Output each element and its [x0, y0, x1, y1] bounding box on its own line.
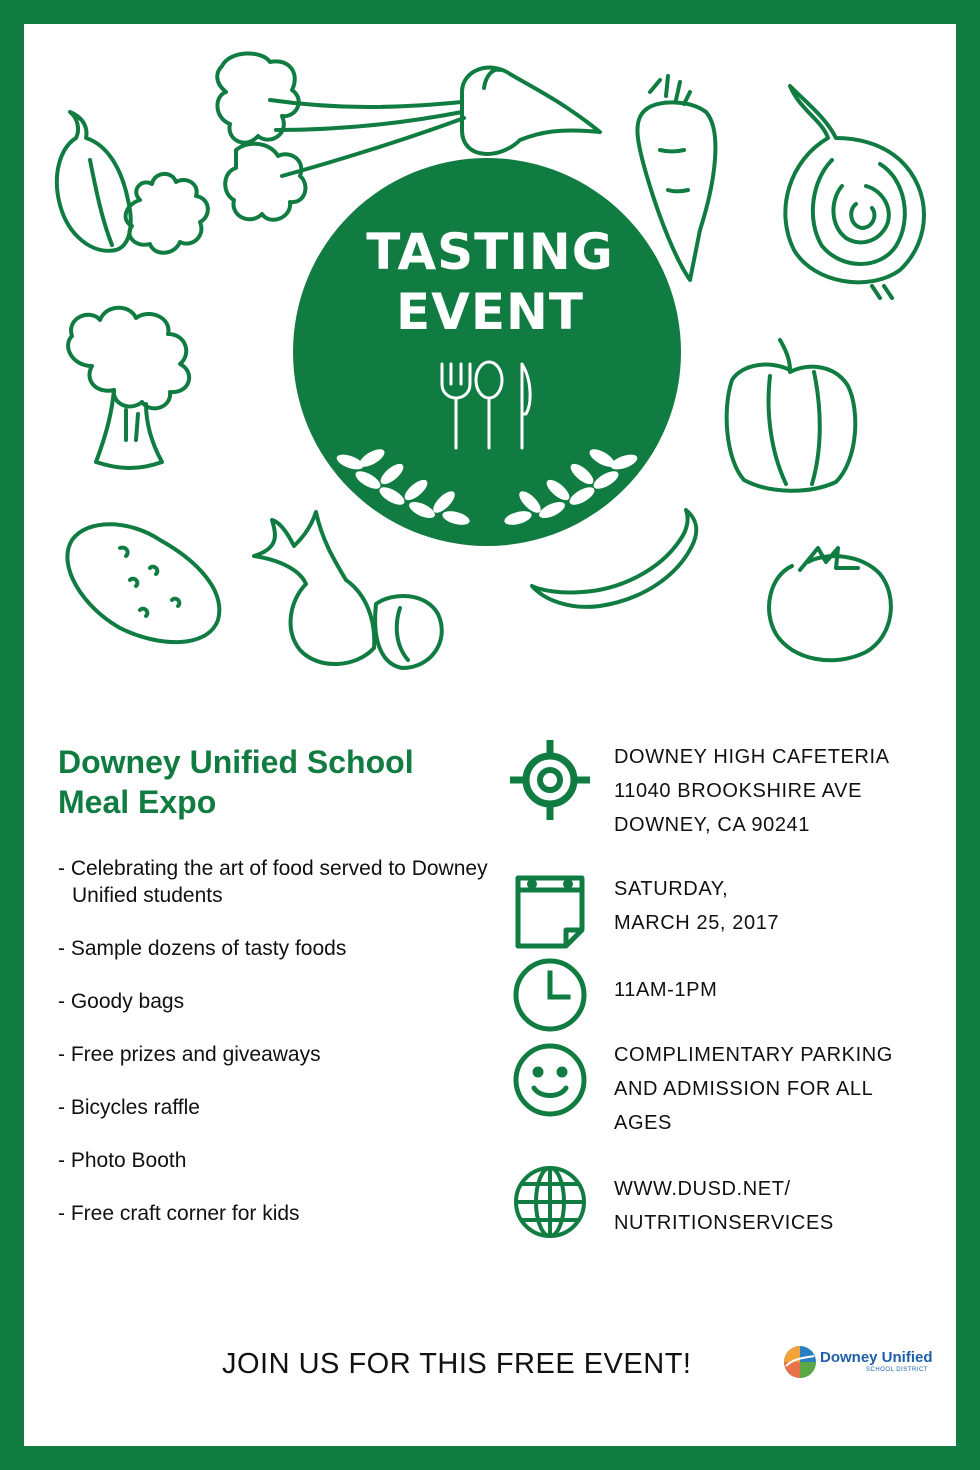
admission-text: COMPLIMENTARY PARKING AND ADMISSION FOR ALL AGES — [614, 1044, 893, 1134]
expo-title: Downey Unified School Meal Expo — [58, 744, 414, 820]
date-line: SATURDAY, — [614, 878, 729, 900]
date-line: MARCH 25, 2017 — [614, 912, 780, 934]
district-logo-icon — [782, 1344, 818, 1380]
website-line: NUTRITIONSERVICES — [614, 1212, 834, 1234]
badge-title-line1: TASTING — [366, 223, 614, 281]
bell-pepper-icon — [727, 340, 856, 491]
list-item: - Free prizes and giveaways — [58, 1043, 321, 1066]
broccoli-icon — [68, 308, 189, 468]
globe-icon — [510, 1162, 590, 1242]
clock-icon — [510, 955, 590, 1035]
district-logo-name: Downey Unified — [820, 1349, 933, 1366]
smiley-icon — [510, 1040, 590, 1120]
shallot-icon — [254, 512, 442, 668]
footer-cta: JOIN US FOR THIS FREE EVENT! — [222, 1348, 692, 1380]
website-line: WWW.DUSD.NET/ — [614, 1178, 791, 1200]
time-text: 11AM-1PM — [614, 979, 718, 1001]
tomato-icon — [769, 548, 891, 660]
district-logo-sub: SCHOOL DISTRICT — [866, 1367, 928, 1373]
list-item: - Goody bags — [58, 990, 185, 1013]
cauliflower-icon — [126, 174, 208, 253]
location-target-icon — [510, 740, 590, 820]
date-text — [614, 872, 934, 940]
location-line: DOWNEY HIGH CAFETERIA — [614, 746, 890, 768]
list-item: - Free craft corner for kids — [58, 1202, 300, 1225]
onion-icon — [785, 86, 924, 298]
list-item: - Celebrating the art of food served to Downey Unified students — [58, 857, 488, 907]
location-line: DOWNEY, CA 90241 — [614, 814, 810, 836]
badge-circle — [293, 158, 681, 546]
list-item: - Bicycles raffle — [58, 1096, 200, 1119]
website-text — [614, 1172, 934, 1240]
feature-list — [58, 855, 498, 1253]
calendar-icon — [510, 872, 590, 952]
potato-icon — [67, 524, 219, 642]
list-item: - Sample dozens of tasty foods — [58, 937, 347, 960]
badge-title-line2: EVENT — [396, 283, 584, 341]
vegetable-illustration — [0, 0, 980, 700]
badge-title — [300, 222, 680, 342]
district-logo — [782, 1342, 932, 1386]
location-text — [614, 740, 934, 842]
pepper-icon — [57, 112, 131, 251]
location-line: 11040 BROOKSHIRE AVE — [614, 780, 863, 802]
list-item: - Photo Booth — [58, 1149, 187, 1172]
